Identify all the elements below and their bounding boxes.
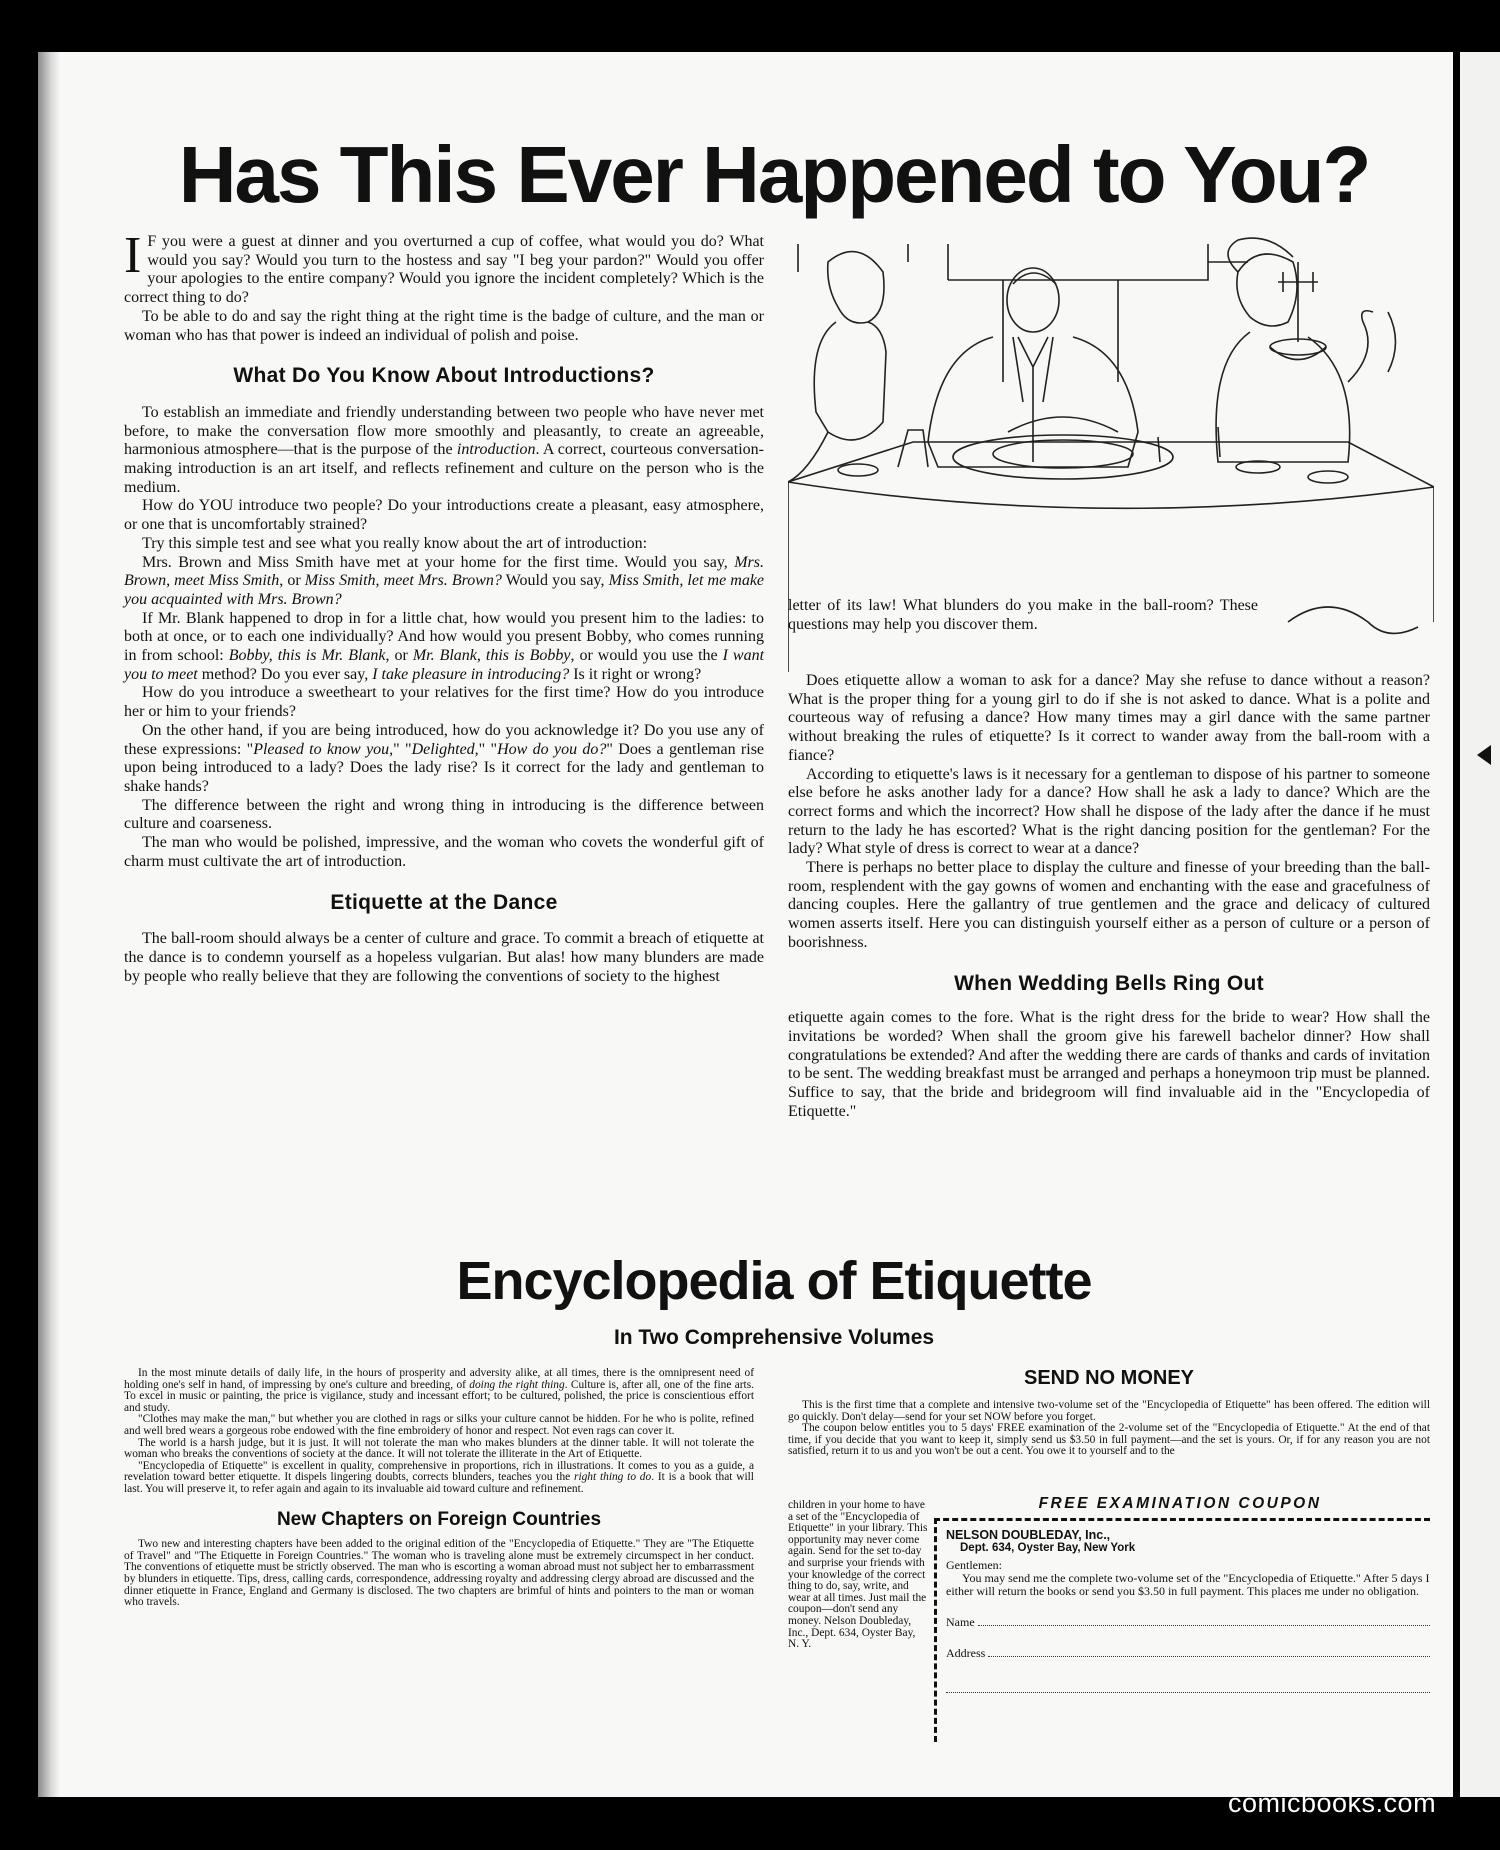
foreign-chapters-heading: New Chapters on Foreign Countries [276,1508,602,1530]
introductions-paragraph: Mrs. Brown and Miss Smith have met at your home for the first time. Would you say, Mrs. Brown, meet Miss Smith, or Miss Smith, meet Mrs. Brown? Would you say, Miss Smith, let me make you acquainted with Mrs. Brown? [124,553,765,608]
left-column [124,227,765,986]
dance-paragraph: According to etiquette's laws is it necessary for a gentleman to dispose of his partner to someone else before he asks another lady for a dance? How shall he ask a lady to dance? Which are the correct forms and which the incorrect? How shall he dispose of the lady after the dance if he must return to the lady he has escorted? What is the right dancing position for the gentleman? For the lady? What style of dress is correct to wear at a dance? [788,765,1430,858]
coupon-title: FREE EXAMINATION COUPON [1038,1495,1322,1512]
encyclopedia-paragraph: "Clothes may make the man," but whether you are clothed in rags or silks your culture cannot be hidden. For he who is polite, refined and well bred wears a gorgeous robe endowed with the fine embroidery of honor and respect. Not even rags can cover it. [124,1413,754,1437]
address-line-2[interactable] [946,1682,1430,1693]
right-column [788,672,1430,1121]
wedding-heading: When Wedding Bells Ring Out [954,971,1264,995]
send-paragraph: This is the first time that a complete and intensive two-volume set of the "Encyclopedia of Etiquette" has been offered. The edition will go quickly. Don't delay—send for your set NOW before you forget. [788,1399,1430,1423]
name-line[interactable] [978,1615,1430,1626]
encyclopedia-title: Encyclopedia of Etiquette [456,1251,1092,1311]
intro-paragraph-2: To be able to do and say the right thing at the right time is the badge of culture, and the man or woman who has that power is indeed an individual of polish and poise. [124,307,764,344]
encyclopedia-subtitle: In Two Comprehensive Volumes [613,1326,935,1349]
intro-paragraph: I F you were a guest at dinner and you overturned a cup of coffee, what would you do? What would you say? Would you turn to the hostess and say "I beg your pardon?" Would you offer your apologies to the entire company? Would you ignore the incident completely? Which is the correct thing to do? [124,227,764,307]
dance-heading: Etiquette at the Dance [330,890,558,914]
wedding-paragraph: etiquette again comes to the fore. What is the right dress for the bride to wear? How shall the invitations be worded? When shall the groom give his farewell bachelor dinner? How shall congratulations be extended? And after the wedding there are cards of thanks and cards of invitation to be sent. The wedding breakfast must be arranged and perhaps a honeymoon trip must be planned. Suffice to say, that the bride and bridegroom will find invaluable aid in the "Encyclopedia of Etiquette." [788,1009,1430,1120]
dance-paragraph: Does etiquette allow a woman to ask for a dance? May she refuse to dance without a reason? What is the proper thing for a young girl to do if she is not asked to dance. What is a polite and courteous way of refusing a dance? How many times may a girl dance with the same partner without breaking the rules of etiquette? Is it correct to wander away from the ball-room with a fiance? [788,672,1430,764]
send-no-money-text [788,1400,1430,1458]
coupon-address: Dept. 634, Oyster Bay, New York [960,1542,1136,1554]
encyclopedia-paragraph: "Encyclopedia of Etiquette" is excellent in quality, comprehensive in proportions, rich in illustrations. It comes to you as a guide, a revelation toward better etiquette. It dispels lingering doubts, corrects blunders, teaches you the right thing to do. It is a book that will last. You will preserve it, to refer again and again to its invaluable aid toward culture and refinement. [124,1459,754,1495]
dance-paragraph: There is perhaps no better place to display the culture and finesse of your breeding than the ball-room, resplendent with the gay gowns of women and enchanting with the ease and gracefulness of dancing couples. Here the gallantry of true gentlemen and the grace and delicacy of cultured women asserts itself. Here you can distinguish yourself either as a person of culture or a person of boorishness. [788,859,1430,951]
adjacent-page-edge [1460,52,1500,1797]
introductions-heading: What Do You Know About Introductions? [233,364,655,388]
introductions-paragraph: To establish an immediate and friendly understanding between two people who have never met before, to make the conversation flow more smoothly and pleasantly, to create an agreeable, harmonious atmosphere—that is the purpose of the introduction. A correct, courteous conversation-making introduction is an art itself, and reflects refinement and culture on the person who is the medium. [124,403,764,496]
encyclopedia-paragraph: In the most minute details of daily life, in the hours of prosperity and adversity alike, at all times, there is the omnipresent need of holding one's self in hand, of impressing by one's culture and breeding, of doing the right thing. Culture is, after all, one of the fine arts. To excel in music or painting, the price is vigilance, study and incessant effort; to be cultured, polished, the price is conscientious effort and study. [124,1367,754,1414]
coupon-salutation: Gentlemen: [946,1558,1002,1572]
foreign-chapters-paragraph: Two new and interesting chapters have been added to the original edition of the "Encyclopedia of Etiquette." They are "The Etiquette of Travel" and "The Etiquette in Foreign Countries." The woman who is traveling alone must be extremely circumspect in her conduct. The conventions of etiquette must be strictly observed. The man who is escorting a woman abroad must not subject her to embarrassment by blunders in etiquette. Tips, dress, calling cards, correspondence, addressing royalty and addressing clergy abroad are discussed and the dinner etiquette in France, England and Germany is disclosed. The two chapters are brimful of hints and pointers to the man or woman who travels. [124,1538,754,1609]
page-binding-shadow [38,52,60,1797]
dance-paragraph: The ball-room should always be a center of culture and grace. To commit a breach of etiquette at the dance is to condemn yourself as a hopeless vulgarian. But alas! how many blunders are made by people who really believe that they are following the conventions of society to the highest [124,930,764,985]
introductions-paragraph: The difference between the right and wrong thing in introducing is the difference between culture and coarseness. [124,796,764,833]
introductions-paragraph: If Mr. Blank happened to drop in for a little chat, how would you present him to the ladies: to both at once, or to each one individually? And how would you present Bobby, who comes running in from school: Bobby, this is Mr. Blank, or Mr. Blank, this is Bobby, or would you use the I want you to meet method? Do you ever say, I take pleasure in introducing? Is it right or wrong? [124,609,765,683]
drop-cap: I [124,227,142,284]
coupon-address-field[interactable] [946,1646,1430,1660]
introductions-paragraph: How do YOU introduce two people? Do your introductions create a pleasant, easy atmosphere, or one that is uncomfortably strained? [124,497,764,534]
watermark: comicbooks.com [1228,1788,1437,1818]
encyclopedia-description [124,1368,754,1609]
encyclopedia-paragraph: The world is a harsh judge, but it is just. It will not tolerate the man who makes blunders at the dinner table. It will not tolerate the woman who breaks the conventions of society at the dance. It will not tolerate the illiterate in the Art of Etiquette. [124,1436,754,1461]
coupon-name-field[interactable] [946,1615,1430,1629]
send-narrow-text: children in your home to have a set of the "Encyclopedia of Etiquette" in your library. This opportunity may never come again. Send for the set to-day and surprise your friends with your knowledge of the correct thing to do, say, write, and wear at all times. Just mail the coupon—don't send any money. Nelson Doubleday, Inc., Dept. 634, Oyster Bay, N. Y. [788,1499,928,1651]
coupon-company: NELSON DOUBLEDAY, Inc., [946,1528,1111,1542]
name-label: Name [946,1615,975,1629]
dance-continuation-top [788,581,1258,650]
address-label: Address [946,1646,986,1660]
left-arrow-icon [1477,745,1491,765]
address-line[interactable] [988,1646,1430,1657]
coupon-body: You may send me the complete two-volume set of the "Encyclopedia of Etiquette." After 5 days I either will return the books or send you $3.50 in full payment. This places me under no obligation. [946,1571,1430,1598]
send-no-money-heading: SEND NO MONEY [1023,1367,1195,1389]
introductions-paragraph: The man who would be polished, impressive, and the woman who covets the wonderful gift of charm must cultivate the art of introduction. [124,834,764,870]
introductions-paragraph: Try this simple test and see what you really know about the art of introduction: [142,534,648,552]
introductions-paragraph: On the other hand, if you are being introduced, how do you acknowledge it? Do you use any of these expressions: "Pleased to know you," "Delighted," "How do you do?" Does a gentleman rise upon being introduced to a lady? Does the lady rise? Is it correct for the lady and gentleman to shake hands? [124,721,765,795]
send-paragraph: The coupon below entitles you to 5 days' FREE examination of the 2-volume set of the "Encyclopedia of Etiquette." At the end of that time, if you decide that you want to keep it, simply send us $3.50 in full payment—and the set is yours. Or, if for any reason you are not satisfied, return it to us and you won't be out a cent. You owe it to yourself and to the [788,1422,1430,1458]
dance-paragraph: letter of its law! What blunders do you make in the ball-room? These questions may help you discover them. [788,597,1258,633]
introductions-paragraph: How do you introduce a sweetheart to your relatives for the first time? How do you introduce her or him to your friends? [124,684,764,721]
free-examination-coupon[interactable] [934,1518,1430,1742]
headline: Has This Ever Happened to You? [178,130,1370,219]
